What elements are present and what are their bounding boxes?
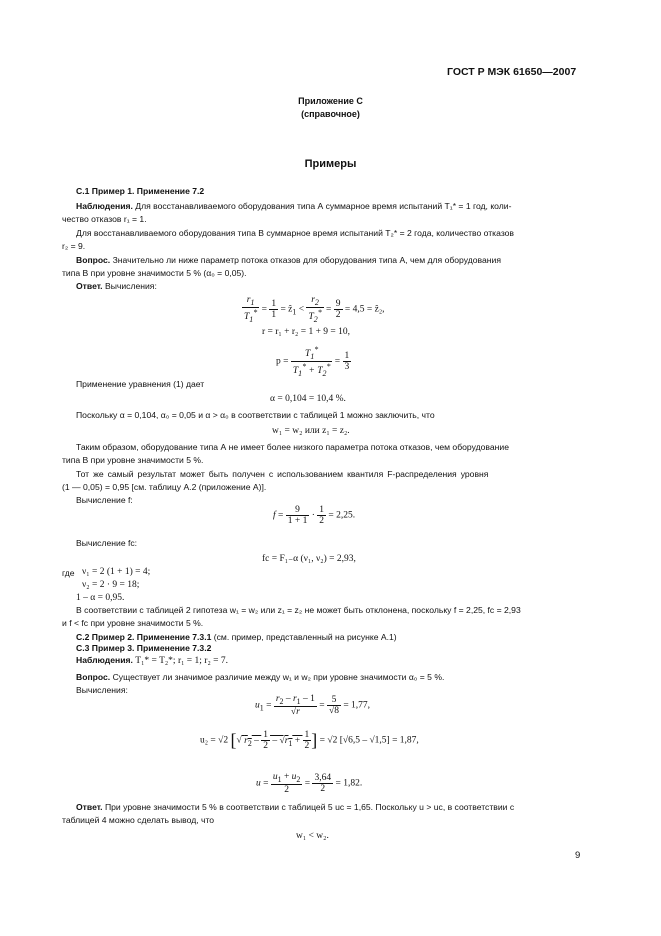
alpha-definition: 1 – α = 0,95. bbox=[76, 593, 125, 603]
equation-fc: fс = F₁₋α (ν₁, ν₂) = 2,93, bbox=[262, 554, 356, 564]
c2-heading: С.2 Пример 2. Применение 7.3.1 bbox=[76, 632, 212, 642]
obs-b-line1: Для восстанавливаемого оборудования типа В суммарное время испытаний T₂* = 2 года, количество отказов bbox=[76, 228, 515, 238]
c3-question-label: Вопрос. bbox=[76, 672, 111, 682]
obs-line2: чество отказов r₁ = 1. bbox=[62, 214, 147, 224]
c3-heading: С.3 Пример 3. Применение 7.3.2 bbox=[76, 643, 212, 653]
c2-section bbox=[76, 632, 397, 642]
paragraph-conclusion-line2: типа В при уровне значимости 5 %. bbox=[62, 455, 204, 465]
c1-question bbox=[76, 255, 501, 265]
equation-f-tail: = 2,25. bbox=[328, 510, 356, 521]
c3-obs-text: T₁* = T₂*; r₁ = 1; r₂ = 7. bbox=[135, 656, 229, 666]
c3-answer-text: При уровне значимости 5 % в соответствии с таблицей 5 uс = 1,65. Поскольку u > uс, в соответствии с bbox=[104, 802, 515, 812]
equation-final: w₁ < w₂. bbox=[296, 831, 329, 841]
paragraph-since-alpha: Поскольку α = 0,104, α₀ = 0,05 и α > α₀ в соответствии с таблицей 1 можно заключить, что bbox=[76, 410, 435, 420]
equation-r-sum: r = r₁ + r₂ = 1 + 9 = 10, bbox=[262, 327, 351, 337]
question-line1: Значительно ли ниже параметр потока отказов для оборудования типа А, чем для оборудования bbox=[112, 255, 501, 265]
nu1-definition: ν₁ = 2 (1 + 1) = 4; bbox=[82, 567, 151, 577]
equation-u1-tail: = 1,77, bbox=[343, 700, 371, 711]
question-line2: типа В при уровне значимости 5 % (α₀ = 0,05). bbox=[62, 268, 247, 278]
c3-calc-label: Вычисления: bbox=[76, 685, 128, 695]
question-label: Вопрос. bbox=[76, 255, 111, 265]
document-id: ГОСТ Р МЭК 61650—2007 bbox=[447, 66, 577, 78]
appendix-title: Приложение С bbox=[298, 96, 363, 106]
answer-text: Вычисления: bbox=[104, 281, 157, 291]
equation-ratio: $\frac{r_1}{T_1^*}$ = $\frac{1}{1}$ = ẑ$_1$ < $\frac{r_2}{T_2^*}$ = $\frac{9}{2}$ = 4,5 = ẑ₂, bbox=[244, 295, 385, 324]
equation-u-tail: = 1,82. bbox=[335, 778, 363, 789]
c2-text: (см. пример, представленный на рисунке А.1) bbox=[213, 632, 397, 642]
equation-ratio-tail: = 4,5 = ẑ₂, bbox=[344, 304, 385, 315]
paragraph-calc-f: Вычисление f: bbox=[76, 495, 133, 505]
c3-obs-label: Наблюдения. bbox=[76, 655, 133, 665]
equation-u2: u₂ = √2 [√ $r_2$ – $\frac{1}{2}$ – $√r_1$ + $\frac{1}{2}$ ] = √2 [√6,5 – √1,5] = 1,87, bbox=[200, 730, 419, 751]
c1-heading: С.1 Пример 1. Применение 7.2 bbox=[76, 186, 205, 196]
paragraph-hypothesis-line2: и f < fс при уровне значимости 5 %. bbox=[62, 618, 204, 628]
c3-answer-line2: таблицей 4 можно сделать вывод, что bbox=[62, 815, 215, 825]
equation-u: u = $\frac{u_1 + u_2}{2}$ = $\frac{3,64}{2}$ = 1,82. bbox=[256, 772, 363, 795]
equation-p: p = $\frac{T_1^*}{T_1^* + T_2^*}$ = $\frac{1}{3}$ bbox=[276, 345, 350, 379]
appendix-subtitle: (справочное) bbox=[301, 109, 360, 119]
c1-observations bbox=[76, 201, 511, 211]
equation-p-lhs: p = bbox=[276, 356, 289, 367]
equation-w-equal: w₁ = w₂ или z₁ = z₂. bbox=[272, 426, 350, 436]
c3-answer-label: Ответ. bbox=[76, 802, 103, 812]
equation-alpha: α = 0,104 = 10,4 %. bbox=[270, 394, 346, 404]
paragraph-hypothesis-line1: В соответствии с таблицей 2 гипотеза w₁ = w₂ или z₁ = z₂ не может быть отклонена, поскольку f = 2,25, fс = 2,93 bbox=[76, 605, 521, 615]
answer-label: Ответ. bbox=[76, 281, 103, 291]
c3-observations bbox=[76, 655, 228, 666]
obs-label: Наблюдения. bbox=[76, 201, 133, 211]
paragraph-calc-fc: Вычисление fс: bbox=[76, 538, 138, 548]
obs-line1: Для восстанавливаемого оборудования типа А суммарное время испытаний T₁* = 1 год, коли- bbox=[135, 201, 512, 211]
nu2-definition: ν₂ = 2 · 9 = 18; bbox=[82, 580, 140, 590]
equation-u2-lhs: u₂ = √2 bbox=[200, 735, 229, 746]
paragraph-conclusion-line1: Таким образом, оборудование типа А не имеет более низкого параметра потока отказов, чем оборудование bbox=[76, 442, 509, 452]
section-title: Примеры bbox=[304, 158, 357, 170]
paragraph-quantile-line2: (1 — 0,05) = 0,95 [см. таблицу А.2 (приложение А)]. bbox=[62, 482, 267, 492]
equation-u1: $u_1$ = $\frac{r_2 - r_1 - 1}{√r}$ = $\frac{5}{√8}$ = 1,77, bbox=[255, 694, 371, 717]
paragraph-apply-eq1: Применение уравнения (1) дает bbox=[76, 379, 205, 389]
equation-u2-tail: = √2 [√6,5 – √1,5] = 1,87, bbox=[319, 735, 419, 746]
c1-answer bbox=[76, 281, 157, 291]
where-label: где bbox=[62, 568, 75, 578]
paragraph-quantile-line1: Тот же самый результат может быть получен с использованием квантиля F-распределения уровня bbox=[76, 469, 489, 479]
c3-question bbox=[76, 672, 444, 682]
equation-f: f = $\frac{9}{1 + 1}$ · $\frac{1}{2}$ = 2,25. bbox=[273, 505, 356, 526]
c3-question-text: Существует ли значимое различие между w₁ и w₂ при уровне значимости α₀ = 5 %. bbox=[112, 672, 445, 682]
page-number: 9 bbox=[575, 850, 581, 861]
obs-b-line2: r₂ = 9. bbox=[62, 241, 86, 251]
c3-answer-line1 bbox=[76, 802, 514, 812]
